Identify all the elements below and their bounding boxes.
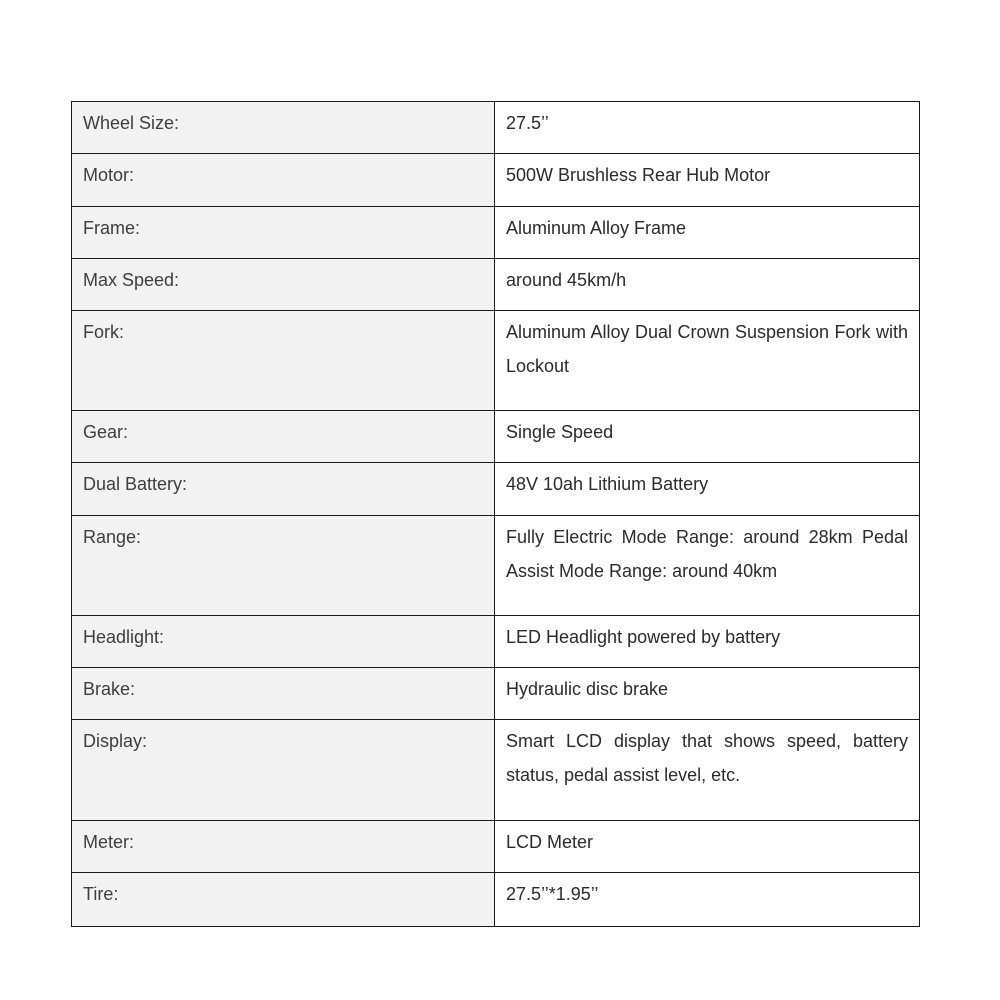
spec-value: Hydraulic disc brake xyxy=(495,668,920,720)
spec-value: Smart LCD display that shows speed, battery status, pedal assist level, etc. xyxy=(495,720,920,821)
spec-label: Motor: xyxy=(72,154,495,207)
spec-label: Brake: xyxy=(72,668,495,720)
spec-value: LCD Meter xyxy=(495,821,920,873)
spec-value: 48V 10ah Lithium Battery xyxy=(495,463,920,516)
spec-row-display xyxy=(72,720,920,821)
spec-label: Meter: xyxy=(72,821,495,873)
spec-value: LED Headlight powered by battery xyxy=(495,616,920,668)
spec-value: 27.5’’ xyxy=(495,102,920,154)
spec-label: Display: xyxy=(72,720,495,821)
spec-value: Single Speed xyxy=(495,411,920,463)
spec-row-tire xyxy=(72,873,920,927)
spec-row-max-speed xyxy=(72,259,920,311)
spec-label: Wheel Size: xyxy=(72,102,495,154)
spec-value: around 45km/h xyxy=(495,259,920,311)
spec-table xyxy=(71,101,920,927)
spec-row-range xyxy=(72,516,920,616)
spec-value: Aluminum Alloy Frame xyxy=(495,207,920,259)
spec-row-frame xyxy=(72,207,920,259)
spec-row-fork xyxy=(72,311,920,411)
spec-row-meter xyxy=(72,821,920,873)
spec-value: Fully Electric Mode Range: around 28km Pedal Assist Mode Range: around 40km xyxy=(495,516,920,616)
spec-value: 27.5’’*1.95’’ xyxy=(495,873,920,927)
spec-row-headlight xyxy=(72,616,920,668)
spec-value: 500W Brushless Rear Hub Motor xyxy=(495,154,920,207)
spec-row-brake xyxy=(72,668,920,720)
spec-row-motor xyxy=(72,154,920,207)
spec-label: Dual Battery: xyxy=(72,463,495,516)
spec-row-wheel-size xyxy=(72,102,920,154)
spec-value: Aluminum Alloy Dual Crown Suspension Fork with Lockout xyxy=(495,311,920,411)
spec-label: Fork: xyxy=(72,311,495,411)
spec-label: Max Speed: xyxy=(72,259,495,311)
spec-row-gear xyxy=(72,411,920,463)
spec-label: Tire: xyxy=(72,873,495,927)
spec-label: Headlight: xyxy=(72,616,495,668)
spec-row-dual-battery xyxy=(72,463,920,516)
spec-label: Frame: xyxy=(72,207,495,259)
spec-label: Gear: xyxy=(72,411,495,463)
spec-label: Range: xyxy=(72,516,495,616)
